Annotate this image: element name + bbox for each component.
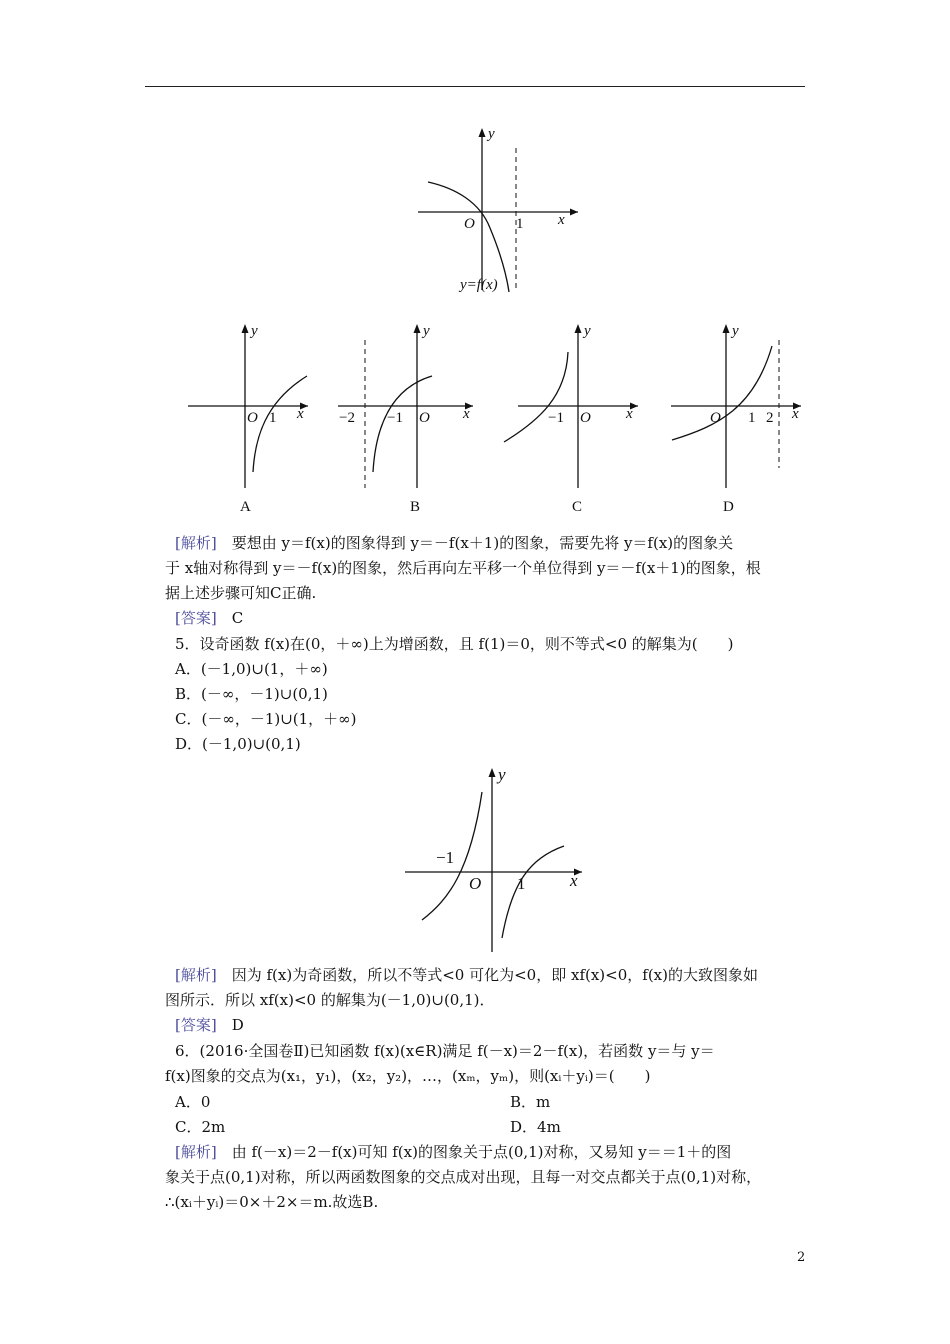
svg-text:y: y bbox=[423, 323, 430, 339]
svg-text:−1: −1 bbox=[436, 848, 455, 867]
svg-text:y: y bbox=[251, 323, 258, 339]
svg-text:O: O bbox=[469, 874, 482, 893]
page-number: 2 bbox=[797, 1250, 806, 1265]
option-letter-c: C bbox=[572, 499, 583, 515]
curve-a bbox=[253, 376, 307, 472]
tick-1: 1 bbox=[516, 216, 524, 232]
svg-text:1: 1 bbox=[269, 410, 277, 426]
svg-text:O: O bbox=[710, 410, 721, 426]
q4-analysis-line-3: 据上述步骤可知C正确. bbox=[165, 584, 317, 602]
q5-option-c: C．(－∞，－1)∪(1，＋∞) bbox=[175, 710, 357, 728]
svg-text:x: x bbox=[792, 406, 799, 422]
q6-analysis-line-3: ∴(xᵢ＋yᵢ)＝0×＋2×＝m.故选B. bbox=[165, 1193, 379, 1211]
graph-caption: y=f(x) bbox=[460, 277, 498, 293]
q5-answer: [答案] D bbox=[175, 1016, 244, 1034]
q4-analysis-line-1: [解析] 要想由 y＝f(x)的图象得到 y＝－f(x＋1)的图象，需要先将 y＝f(x)的图象关 bbox=[175, 534, 734, 552]
q5-analysis-line-1: [解析] 因为 f(x)为奇函数，所以不等式<0 可化为<0，即 xf(x)<0，f(x)的大致图象如 bbox=[175, 966, 758, 984]
y-label: y bbox=[488, 126, 495, 142]
q6-option-a: A．0 bbox=[175, 1093, 211, 1111]
svg-text:x: x bbox=[626, 406, 633, 422]
q6-option-b: B．m bbox=[510, 1093, 551, 1111]
q5-analysis-line-2: 图所示．所以 xf(x)<0 的解集为(－1,0)∪(0,1)． bbox=[165, 991, 495, 1009]
x-label: x bbox=[558, 212, 565, 228]
svg-text:x: x bbox=[570, 871, 578, 890]
q5-stem: 5．设奇函数 f(x)在(0，＋∞)上为增函数，且 f(1)＝0，则不等式<0 的解集为( ) bbox=[175, 635, 734, 653]
svg-text:2: 2 bbox=[766, 410, 774, 426]
option-graph-d bbox=[668, 318, 808, 518]
svg-text:x: x bbox=[297, 406, 304, 422]
svg-text:y: y bbox=[498, 765, 506, 784]
curve-d bbox=[672, 346, 772, 440]
option-graph-c bbox=[500, 318, 640, 518]
svg-text:y: y bbox=[732, 323, 739, 339]
header-rule bbox=[145, 86, 805, 87]
q4-analysis-line-2: 于 x轴对称得到 y＝－f(x)的图象，然后再向左平移一个单位得到 y＝－f(x＋1)的图象，根 bbox=[165, 559, 761, 577]
q6-analysis-line-2: 象关于点(0,1)对称，所以两函数图象的交点成对出现，且每一对交点都关于点(0,1)对称， bbox=[165, 1168, 762, 1186]
x-arrow bbox=[570, 209, 578, 216]
svg-text:O: O bbox=[580, 410, 591, 426]
svg-text:1: 1 bbox=[517, 874, 526, 893]
svg-text:−2: −2 bbox=[339, 410, 355, 426]
svg-text:−1: −1 bbox=[387, 410, 403, 426]
option-letter-a: A bbox=[240, 499, 251, 515]
option-graph-b bbox=[335, 318, 480, 518]
curve-c bbox=[504, 352, 568, 442]
q6-option-c: C．2m bbox=[175, 1118, 226, 1136]
curve-f bbox=[428, 182, 509, 292]
option-letter-d: D bbox=[723, 499, 734, 515]
q5-option-b: B．(－∞，－1)∪(0,1) bbox=[175, 685, 328, 703]
analysis-tag: [解析] bbox=[175, 534, 217, 552]
origin-label: O bbox=[464, 216, 475, 232]
curve-right bbox=[502, 846, 564, 938]
answer-tag: [答案] bbox=[175, 609, 217, 627]
svg-text:O: O bbox=[247, 410, 258, 426]
svg-text:O: O bbox=[419, 410, 430, 426]
svg-text:x: x bbox=[463, 406, 470, 422]
svg-text:1: 1 bbox=[748, 410, 756, 426]
option-letter-b: B bbox=[410, 499, 421, 515]
svg-text:−1: −1 bbox=[548, 410, 564, 426]
figure-q5-graph bbox=[400, 762, 590, 957]
svg-text:y: y bbox=[584, 323, 591, 339]
y-arrow bbox=[479, 128, 486, 137]
q6-analysis-line-1: [解析] 由 f(－x)＝2－f(x)可知 f(x)的图象关于点(0,1)对称，又易知 y＝＝1＋的图 bbox=[175, 1143, 732, 1161]
figure-main-graph bbox=[410, 120, 590, 300]
q4-answer: [答案] C bbox=[175, 609, 244, 627]
q6-stem-line-2: f(x)图象的交点为(x₁，y₁)，(x₂，y₂)，…，(xₘ，yₘ)，则(xᵢ＋yᵢ)＝( ) bbox=[165, 1067, 651, 1085]
q6-stem-line-1: 6．(2016·全国卷Ⅱ)已知函数 f(x)(x∈R)满足 f(－x)＝2－f(x)，若函数 y＝与 y＝ bbox=[175, 1042, 715, 1060]
q6-option-d: D．4m bbox=[510, 1118, 561, 1136]
q5-option-d: D．(－1,0)∪(0,1) bbox=[175, 735, 301, 753]
q5-option-a: A．(－1,0)∪(1，＋∞) bbox=[175, 660, 328, 678]
option-graph-a bbox=[185, 318, 320, 518]
